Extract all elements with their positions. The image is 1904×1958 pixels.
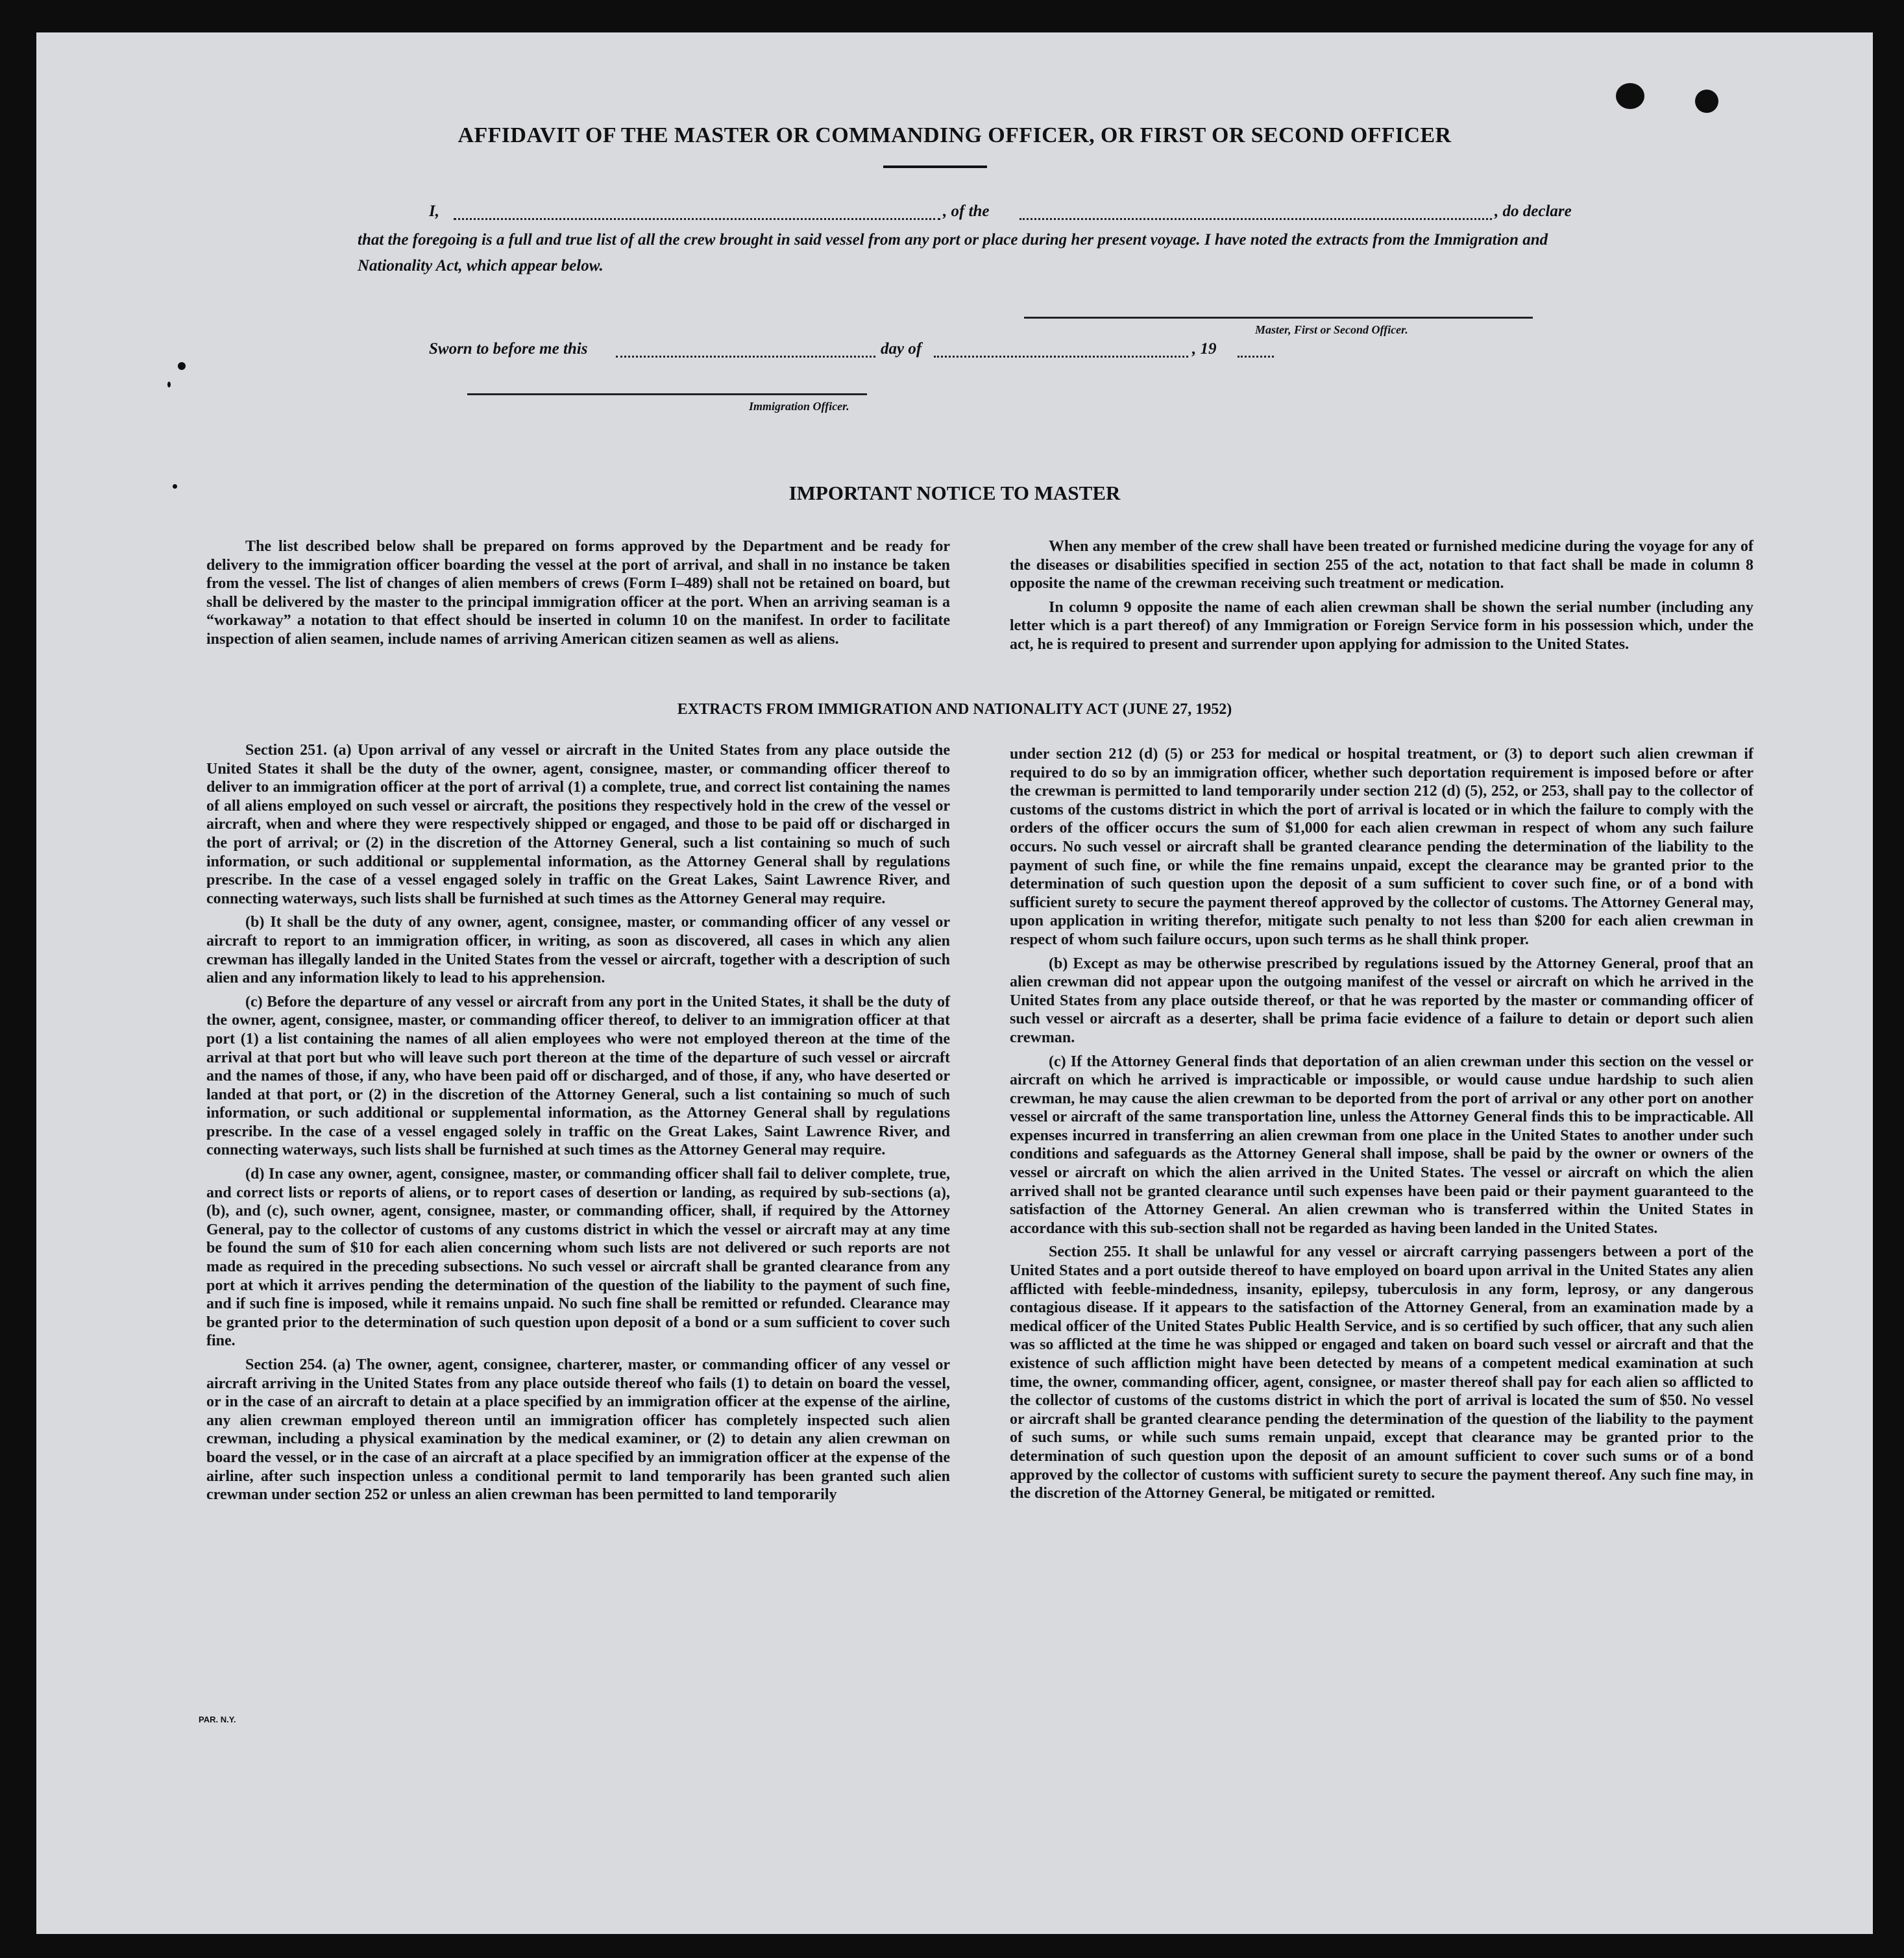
section-251-d: (d) In case any owner, agent, consignee, master, or commanding officer shall fail to deliver complete, true, and correct lists or reports of aliens, or to report cases of desertion or landing, as required by sub-sections (a), (b), and (c), such owner, agent, consignee, master, or commanding officer, shall, if required by the Attorney General, pay to the collector of customs of any customs district in which the vessel or aircraft may at any time be found the sum of $10 for each alien concerning whom such lists are not delivered or such reports are not made as required in the preceding subsections. No such vessel or aircraft shall be granted clearance from any port at which it arrives pending the determination of the question of the liability to the payment of such fine, and if such fine is imposed, while it remains unpaid. No such fine shall be remitted or refunded. Clearance may be granted prior to the determination of such question upon deposit of a bond or a sum sufficient to cover such fine. — [206, 1166, 950, 1350]
notice-title: IMPORTANT NOTICE TO MASTER — [788, 482, 1121, 504]
ink-speck — [178, 362, 186, 370]
sworn-year-blank[interactable] — [1238, 356, 1274, 358]
printer-mark: PAR. N.Y. — [199, 1715, 236, 1724]
notice-right-paragraph-1: When any member of the crew shall have been treated or furnished medicine during the voyage for any of the diseases or disabilities specified in section 255 of the act, notation to that fact shall be made in column 8 opposite the name of the crewman receiving such treatment or medication. — [1010, 538, 1753, 593]
declare-i: I, — [429, 202, 439, 220]
notice-right-column — [1010, 537, 1753, 659]
officer-signature-label: Immigration Officer. — [749, 400, 849, 413]
section-254-a-continued: under section 212 (d) (5) or 253 for medical or hospital treatment, or (3) to deport such alien crewman if required to do so by an immigration officer, whether such deportation requirement is imposed before or after the crewman is permitted to land temporarily under section 212 (d) (5), 252, or 253, shall pay to the collector of customs of the customs district in which the port of arrival is located or in which the failure to comply with the orders of the officer occurs the sum of $1,000 for each alien crewman in respect of whom any such failure occurs. No such vessel or aircraft shall be granted clearance pending the determination of the liability to the payment of such fine, or while the fine remains unpaid, except the clearance may be granted prior to the determination of such question upon the deposit of a sum sufficient to cover such fine, or of a bond with sufficient surety to secure the payment thereof approved by the collector of customs. The Attorney General may, upon application in writing therefor, mitigate such penalty to not less than $200 for each alien crewman in respect of whom such failure occurs, upon such terms as he shall think proper. — [1010, 746, 1753, 948]
section-254-c: (c) If the Attorney General finds that deportation of an alien crewman under this section on the vessel or aircraft on which he arrived is impracticable or impossible, or would cause undue hardship to such alien crewman, he may cause the alien crewman to be deported from the port of arrival or any other port on another vessel or aircraft of the same transportation line, unless the Attorney General finds this to be impracticable. All expenses incurred in transferring an alien crewman from one place in the United States to another under such conditions and safeguards as the Attorney General shall impose, shall be paid by the owner or owners of the vessel or aircraft on which the alien arrived in the United States. The vessel or aircraft on which the alien arrived shall not be granted clearance until such expenses have been paid or their payment guaranteed to the satisfaction of the Attorney General. An alien crewman who is transferred within the United States in accordance with this sub-section shall not be regarded as having been landed in the United States. — [1010, 1053, 1753, 1237]
section-251-b: (b) It shall be the duty of any owner, agent, consignee, master, or commanding officer of any vessel or aircraft to report to an immigration officer, in writing, as soon as discovered, all cases in which any alien crewman has illegally landed in the United States from the vessel or aircraft, together with a description of such alien and any information likely to lead to his apprehension. — [206, 914, 950, 987]
affidavit-title: AFFIDAVIT OF THE MASTER OR COMMANDING OFFICER, OR FIRST OR SECOND OFFICER — [458, 123, 1452, 147]
officer-signature-line[interactable] — [467, 393, 867, 395]
section-254-b: (b) Except as may be otherwise prescribed by regulations issued by the Attorney General, proof that an alien crewman did not appear upon the outgoing manifest of the vessel or aircraft on which he arrived in the United States from any place outside thereof, or that he was reported by the master or commanding officer of such vessel or aircraft as a deserter, shall be prima facie evidence of a failure to detain or deport such alien crewman. — [1010, 955, 1753, 1046]
notice-left-paragraph: The list described below shall be prepared on forms approved by the Department and be ready for delivery to the immigration officer boarding the vessel at the port of arrival, and shall in no instance be taken from the vessel. The list of changes of alien members of crews (Form I–489) shall not be retained on board, but shall be delivered by the master to the principal immigration officer at the port. When an arriving seaman is a “workaway” a notation to that effect should be inserted in column 10 on the manifest. In order to facilitate inspection of alien seamen, include names of arriving American citizen seamen as well as aliens. — [206, 538, 950, 648]
ink-speck — [167, 382, 171, 387]
notice-right-paragraph-2: In column 9 opposite the name of each alien crewman shall be shown the serial number (including any letter which is a part thereof) of any Immigration or Foreign Service form in his possession which, under the act, he is required to present and surrender upon applying for admission to the United States. — [1010, 598, 1753, 653]
master-signature-label: Master, First or Second Officer. — [1255, 323, 1408, 336]
extracts-title: EXTRACTS FROM IMMIGRATION AND NATIONALITY ACT (JUNE 27, 1952) — [677, 701, 1232, 718]
sworn-day-of: day of — [881, 340, 922, 358]
section-255: Section 255. It shall be unlawful for any vessel or aircraft carrying passengers between a port of the United States and a port outside thereof to have employed on board upon arrival in the United States any alien afflicted with feeble-mindedness, insanity, epilepsy, tuberculosis in any form, leprosy, or any dangerous contagious disease. If it appears to the satisfaction of the Attorney General, from an examination made by a medical officer of the United States Public Health Service, and is so certified by such officer, that any such alien was so afflicted at the time he was shipped or engaged and taken on board such vessel or aircraft and that the existence of such affliction might have been detected by means of a competent medical examination at such time, the owner, commanding officer, agent, consignee, or master thereof shall pay for each alien so afflicted to the collector of customs of the customs district in which the port of arrival is located the sum of $50. No vessel or aircraft shall be granted clearance pending the determination of the question of the liability to the payment of such sums, or while such sums remain unpaid, except that clearance may be granted prior to the determination of such question upon the deposit of an amount sufficient to cover such sums or of a bond approved by the collector of customs with sufficient surety to secure the payment thereof. Any such fine may, in the discretion of the Attorney General, be mitigated or remitted. — [1010, 1243, 1753, 1502]
vessel-blank[interactable] — [1019, 218, 1492, 220]
ink-blot — [1695, 90, 1718, 113]
section-254-a: Section 254. (a) The owner, agent, consignee, charterer, master, or commanding officer of any vessel or aircraft arriving in the United States from any place outside thereof who fails (1) to detain on board the vessel, or in the case of an aircraft to detain at a place specified by an immigration officer at the expense of the airline, any alien crewman employed thereon until an immigration officer has completely inspected such alien crewman, including a physical examination by the medical examiner, or (2) to detain any alien crewman on board the vessel, or in the case of an aircraft at a place specified by an immigration officer at the expense of the airline, after such inspection unless a conditional permit to land temporarily has been granted such alien crewman under section 252 or unless an alien crewman has been permitted to land temporarily — [206, 1356, 950, 1504]
master-signature-line[interactable] — [1024, 317, 1533, 319]
sworn-prefix: Sworn to before me this — [429, 340, 588, 358]
sworn-month-blank[interactable] — [934, 356, 1188, 358]
declare-of-the: , of the — [943, 202, 990, 220]
extracts-right-column — [1010, 745, 1753, 1508]
declaration-line — [358, 202, 1572, 228]
sworn-line — [358, 340, 1558, 366]
declaration-statement: that the foregoing is a full and true list of all the crew brought in said vessel from any port or place during her present voyage. I have noted the extracts from the Immigration and Nationality Act, which appear below. — [358, 231, 1548, 275]
section-251-a: Section 251. (a) Upon arrival of any vessel or aircraft in the United States from any place outside the United States it shall be the duty of the owner, agent, consignee, master, or commanding officer thereof to deliver to an immigration officer at the port of arrival (1) a complete, true, and correct list containing the names of all aliens employed on such vessel or aircraft, the positions they respectively hold in the crew of the vessel or aircraft, when and where they were respectively shipped or engaged, and those to be paid off or discharged in the port of arrival; or (2) in the discretion of the Attorney General, such a list containing so much of such information, or such additional or supplemental information, as the Attorney General shall by regulations prescribe. In the case of a vessel engaged solely in traffic on the Great Lakes, Saint Lawrence River, and connecting waterways, such lists shall be furnished at such times as the Attorney General may require. — [206, 742, 950, 907]
section-251-c: (c) Before the departure of any vessel or aircraft from any port in the United States, it shall be the duty of the owner, agent, consignee, master, or commanding officer thereof, to deliver to an immigration officer at that port (1) a list containing the names of all alien employees who were not employed thereon at the time of the arrival at that port but who will leave such port thereon at the time of the departure of such vessel or aircraft and the names of those, if any, who have been paid off or discharged, and of those, if any, who have deserted or landed at that port, or (2) in the discretion of the Attorney General, such a list containing so much of such information, or such additional or supplemental information, as the Attorney General shall by regulations prescribe. In the case of a vessel engaged solely in traffic on the Great Lakes, Saint Lawrence River, and connecting waterways, such lists shall be furnished at such times as the Attorney General may require. — [206, 993, 950, 1159]
form-page — [36, 32, 1873, 1934]
name-blank[interactable] — [454, 218, 940, 220]
title-underline — [883, 165, 987, 168]
declare-end: , do declare — [1495, 202, 1572, 220]
notice-left-column — [206, 537, 950, 654]
extracts-left-column — [206, 741, 950, 1510]
sworn-year: , 19 — [1192, 340, 1217, 358]
sworn-date-blank[interactable] — [616, 356, 875, 358]
ink-blot — [1616, 83, 1644, 109]
